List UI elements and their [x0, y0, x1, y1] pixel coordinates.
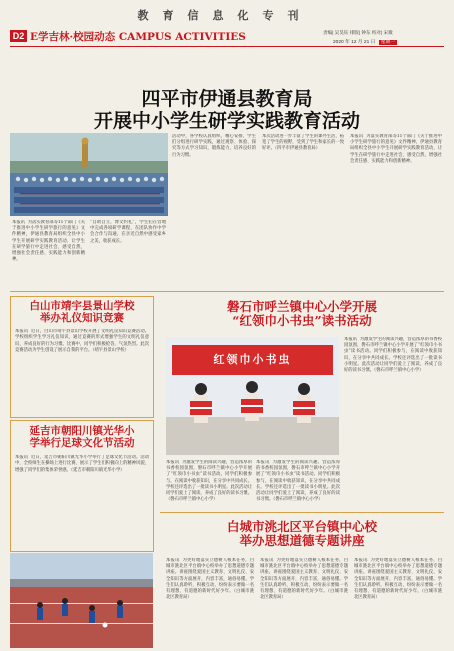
- taonan-col2: 本报讯 为更好地落实立德树人根本任务，白城市洮北区平台镇中心校举办了思想道德专题讲座。讲座围绕爱国主义教育、文明礼仪、安全知识等方面展开，内容丰富，通俗易懂。学生们认真聆听，积极互动，纷纷表示要做一名有理想、有道德的新时代好少年。（白城市洮北区教育局）: [260, 558, 348, 601]
- yanji-headline-line2: 学举行足球文化节活动: [29, 436, 135, 449]
- yanji-headline-line1: 延吉市朝阳川镇光华小: [29, 425, 135, 437]
- date-text: 2020 年 12 月 21 日: [333, 40, 376, 45]
- panshi-headline: [160, 300, 444, 328]
- issue-date: [333, 38, 453, 45]
- panshi-headline-line2: “红领巾小书虫”读书活动: [232, 312, 372, 328]
- masthead-band: [0, 0, 454, 27]
- soccer-photo-illustration: [10, 553, 153, 648]
- masthead-band-title: 教育信息化专刊: [137, 9, 313, 22]
- lead-headline: [20, 90, 434, 132]
- taonan-col3: 本报讯 为更好地落实立德树人根本任务，白城市洮北区平台镇中心校举办了思想道德专题讲座。讲座围绕爱国主义教育、文明礼仪、安全知识等方面展开，内容丰富，通俗易懂。学生们认真聆听，积极互动，纷纷表示要做一名有理想、有道德的新时代好少年。（白城市洮北区教育局）: [354, 558, 442, 601]
- photo-banner-text: 红领巾小书虫: [213, 353, 292, 366]
- lead-col3: 活动中，各学校认真组织，精心安排，学生们分组进行研学实践，通过观察、体验、探究等方式学习知识，锻炼能力，培养良好的行为习惯。: [172, 134, 256, 158]
- panshi-bottom-rule: [160, 512, 444, 513]
- yanji-article: [10, 420, 154, 552]
- baishan-body: 本报讯 近日，白山市靖宇县景山学校开展了文明礼仪知识竞赛活动。学校组织学生学习礼仪知识，通过竞赛的形式增强学生的文明礼仪意识，养成良好的行为习惯。比赛中，同学们积极抢答，气氛热烈。此次竞赛活动为学生创设了展示自我的平台。（靖宇县景山学校）: [15, 329, 149, 353]
- section-title: E学吉林·校园动态 CAMPUS ACTIVITIES: [30, 31, 246, 43]
- page-code: D2: [10, 30, 27, 42]
- baishan-article: [10, 296, 154, 418]
- header-rule: [10, 46, 444, 47]
- taonan-headline-line2: 举办思想道德专题讲座: [239, 532, 365, 548]
- taonan-headline: [160, 520, 444, 548]
- lead-photo-illustration: [10, 133, 168, 216]
- lead-col1: 本报讯 为落实教育部等11个部门《关于推进中小学生研学旅行的意见》文件精神，伊通县教育局组织全县中小学生开展研学实践教育活动，让学生在研学旅行中走进社会、感受自然，增强社会责任感、实践能力和创新精神。: [12, 220, 85, 263]
- taonan-col1: 本报讯 为更好地落实立德树人根本任务，白城市洮北区平台镇中心校举办了思想道德专题讲座。讲座围绕爱国主义教育、文明礼仪、安全知识等方面展开，内容丰富，通俗易懂。学生们认真聆听，积极互动，纷纷表示要做一名有理想、有道德的新时代好少年。（白城市洮北区教育局）: [166, 558, 254, 601]
- lead-col2: “自助自立，博文约礼”，学生们在营地中完成各项研学课程，在团队协作中学会合作与沟通，在亲近自然中感受家乡之美，收获成长。: [90, 220, 166, 244]
- lead-col5: 本报讯 为落实教育部等11个部门《关于推进中小学生研学旅行的意见》文件精神，伊通县教育局组织全县中小学生开展研学实践教育活动，让学生在研学旅行中走进社会、感受自然，增强社会责任感、实践能力和创新精神。: [350, 134, 442, 164]
- weekday-badge: 星期一: [380, 40, 396, 45]
- yanji-body: 本报讯 近日，延吉市朝阳川镇光华小学举行了足球文化节活动。活动中，全校师生在操场上进行比赛，展示了学生们积极向上的精神风貌，增强了同学们的集体荣誉感。（延吉市朝阳川镇光华小学）: [15, 455, 149, 473]
- taonan-headline-line1: 白城市洮北区平台镇中心校: [226, 519, 377, 534]
- panshi-body-left: 本报讯 为激发学生的阅读兴趣，营造浓厚的书香校园氛围，磐石市呼兰镇中心小学开展了“红领巾小书虫”读书活动。同学们积极参与，在阅读中收获知识，在分享中共同成长。学校还评选出了一批读书小明星。此次活动让同学们爱上了阅读，养成了良好的读书习惯。（磐石市呼兰镇中心小学）: [166, 460, 252, 503]
- panshi-photo: [166, 337, 339, 455]
- lead-headline-line2: 开展中小学生研学实践教育活动: [93, 109, 360, 132]
- yanji-photo: [10, 553, 153, 648]
- lead-bottom-rule: [10, 291, 444, 292]
- lead-photo: [10, 133, 168, 216]
- panshi-body-mid: 本报讯 为激发学生的阅读兴趣，营造浓厚的书香校园氛围，磐石市呼兰镇中心小学开展了“红领巾小书虫”读书活动。同学们积极参与，在阅读中收获知识，在分享中共同成长。学校还评选出了一批读书小明星。此次活动让同学们爱上了阅读，养成了良好的读书习惯。（磐石市呼兰镇中心小学）: [256, 460, 340, 503]
- baishan-headline-line2: 举办礼仪知识竞赛: [40, 311, 124, 324]
- staff-credits: 责编| 吴昊钰 排版| 钟东 校对| 宋微: [323, 30, 393, 35]
- baishan-headline-line1: 白山市靖宇县景山学校: [29, 300, 135, 312]
- panshi-headline-line1: 磐石市呼兰镇中心小学开展: [226, 299, 377, 314]
- panshi-body-right: 本报讯 为激发学生的阅读兴趣，营造浓厚的书香校园氛围，磐石市呼兰镇中心小学开展了“红领巾小书虫”读书活动。同学们积极参与，在阅读中收获知识，在分享中共同成长。学校还评选出了一批读书小明星。此次活动让同学们爱上了阅读，养成了良好的读书习惯。（磐石市呼兰镇中心小学）: [344, 337, 442, 374]
- lead-col4: 本次活动进一步丰富了学生的课外生活，拓宽了学生的视野，受到了学生和家长的一致好评。（四平市伊通县教育局）: [262, 134, 344, 152]
- lead-headline-line1: 四平市伊通县教育局: [141, 88, 313, 110]
